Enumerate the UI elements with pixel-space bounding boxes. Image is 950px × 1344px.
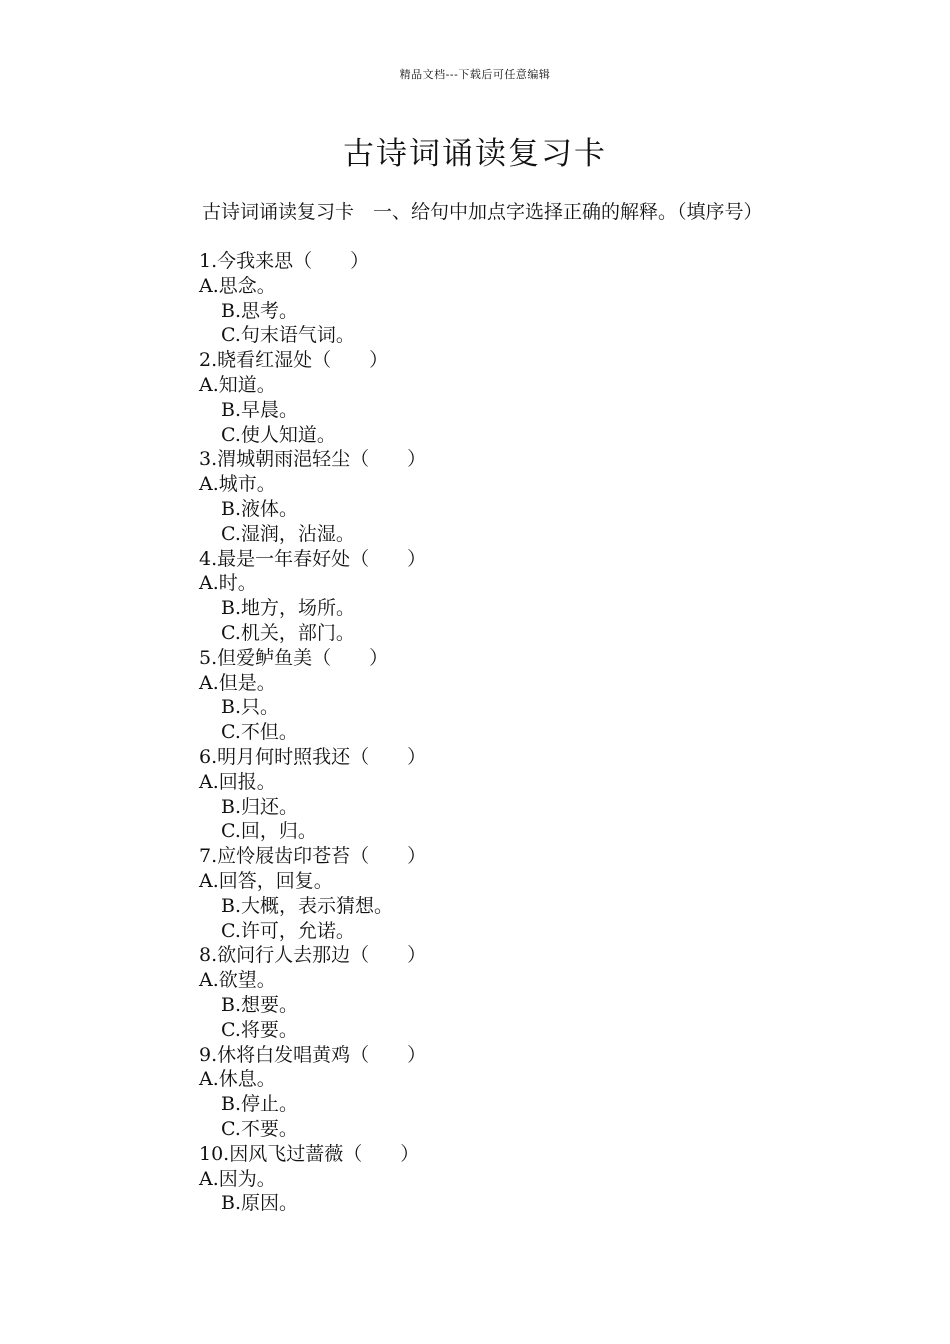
option-c: C.不但。: [221, 721, 298, 744]
option-c: C.回，归。: [221, 820, 317, 843]
option-a: A.城市。: [199, 473, 276, 496]
intro-paragraph: 古诗词诵读复习卡 一、给句中加点字选择正确的解释。（填序号）: [202, 201, 763, 223]
option-a: A.因为。: [199, 1167, 276, 1190]
option-c: C.使人知道。: [221, 423, 336, 446]
question-text: 5.但爱鲈鱼美（ ）: [199, 646, 389, 669]
question-text: 10.因风飞过蔷薇（ ）: [199, 1142, 420, 1165]
question-text: 4.最是一年春好处（ ）: [199, 547, 427, 570]
option-b: B.地方，场所。: [221, 597, 356, 620]
option-c: C.许可，允诺。: [221, 919, 355, 942]
option-c: C.句末语气词。: [221, 324, 355, 347]
option-b: B.早晨。: [221, 398, 299, 421]
option-b: B.想要。: [221, 994, 299, 1016]
option-b: B.思考。: [221, 299, 299, 322]
question-text: 7.应怜屐齿印苍苔（ ）: [199, 845, 427, 868]
page-header: 精品文档---下载后可任意编辑: [399, 68, 551, 81]
option-a: A.思念。: [199, 274, 276, 297]
option-b: B.停止。: [221, 1093, 299, 1116]
question-text: 3.渭城朝雨浥轻尘（ ）: [199, 448, 427, 471]
option-a: A.休息。: [199, 1068, 276, 1091]
option-b: B.只。: [221, 696, 280, 719]
page-title: 古诗词诵读复习卡: [343, 136, 607, 172]
option-b: B.液体。: [221, 498, 299, 520]
option-a: A.欲望。: [199, 969, 276, 992]
question-text: 1.今我来思（ ）: [199, 250, 370, 272]
option-a: A.但是。: [199, 671, 276, 694]
option-b: B.归还。: [221, 795, 299, 818]
option-a: A.时。: [199, 572, 257, 595]
option-a: A.回报。: [199, 770, 276, 793]
option-c: C.湿润，沾湿。: [221, 522, 355, 545]
question-text: 2.晓看红湿处（ ）: [199, 349, 389, 372]
option-b: B.大概，表示猜想。: [221, 894, 394, 917]
option-a: A.回答，回复。: [199, 870, 333, 892]
option-a: A.知道。: [199, 374, 276, 396]
question-text: 8.欲问行人去那边（ ）: [199, 944, 427, 967]
option-b: B.原因。: [221, 1192, 299, 1215]
option-c: C.机关，部门。: [221, 622, 355, 644]
question-text: 9.休将白发唱黄鸡（ ）: [199, 1043, 427, 1066]
question-text: 6.明月何时照我还（ ）: [199, 746, 427, 768]
option-c: C.将要。: [221, 1018, 298, 1041]
option-c: C.不要。: [221, 1118, 298, 1140]
